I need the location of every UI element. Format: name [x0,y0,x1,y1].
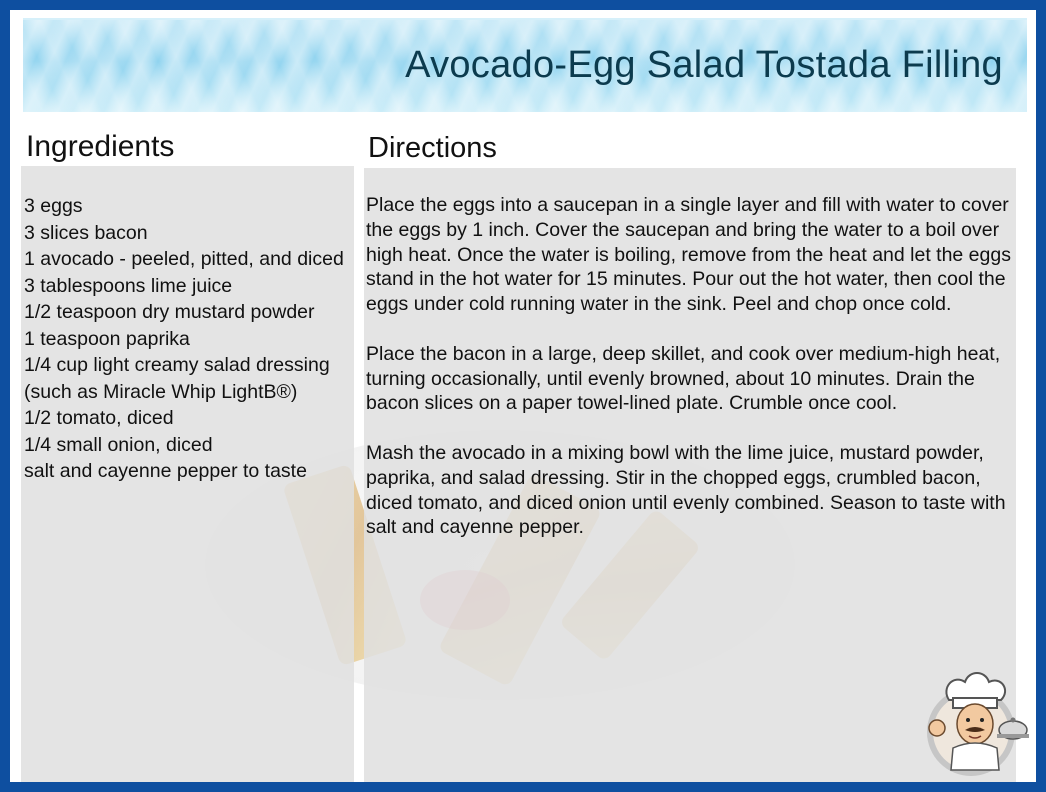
recipe-card [10,10,1036,782]
direction-step: Place the eggs into a saucepan in a single layer and fill with water to cover the eggs by 1 inch. Cover the saucepan and bring the water to a boil over high heat. Once the water is boiling, remove from the heat and let the eggs stand in the hot water for 15 minutes. Pour out the hot water, then cool the eggs under cold running water in the sink. Peel and chop once cold. [366,194,1011,316]
ingredient-item: 1 avocado - peeled, pitted, and diced [24,248,344,270]
ingredient-item: 3 tablespoons lime juice [24,274,233,297]
ingredient-item: 1/2 teaspoon dry mustard powder [24,301,315,323]
title-banner [23,18,1027,112]
directions-text [366,193,1018,565]
ingredients-list [24,193,354,485]
chef-logo-icon [913,660,1029,780]
ingredient-item: 1/4 cup light creamy salad dressing (such as Miracle Whip LightB®) [24,354,330,403]
directions-heading: Directions [363,128,528,168]
ingredient-item: 1 teaspoon paprika [24,327,190,350]
ingredient-item: 1/4 small onion, diced [24,433,213,456]
direction-step: Mash the avocado in a mixing bowl with the lime juice, mustard powder, paprika, and salad dressing. Stir in the chopped eggs, crumbled bacon, diced tomato, and diced onion until evenly combined. Season to taste with salt and cayenne pepper. [366,441,1006,539]
recipe-title: Avocado-Egg Salad Tostada Filling [405,44,1003,86]
ingredients-heading: Ingredients [21,126,204,166]
direction-step: Place the bacon in a large, deep skillet, and cook over medium-high heat, turning occasionally, until evenly browned, about 10 minutes. Drain the bacon slices on a paper towel-lined plate. Crumble once cool. [366,342,1001,415]
ingredient-item: 3 eggs [24,195,83,217]
ingredient-item: 3 slices bacon [24,221,148,244]
ingredient-item: 1/2 tomato, diced [24,407,174,429]
ingredient-item: salt and cayenne pepper to taste [24,460,307,482]
